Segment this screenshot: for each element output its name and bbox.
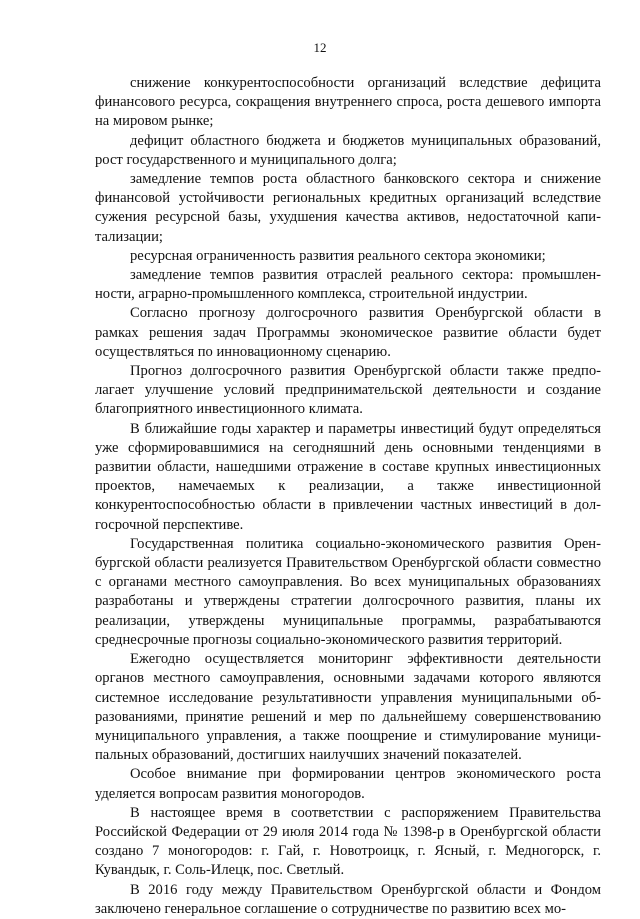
paragraph: Государственная политика социально-экономического развития Оренбургской области реализуется Правительством Оренбургской области совместно с органами местного самоуправления. Во всех муниципальных образованиях разработаны и утверждены стратегии долгосрочного развития, планы их реализации, утверждены муниципальные программы, разрабатываются среднесрочные прогнозы социально-экономического развития территорий. (95, 535, 601, 648)
paragraph: Ежегодно осуществляется мониторинг эффективности деятельности органов местного самоуправления, основными задачами которого являются системное исследование результативности управления муниципальными образованиями, принятие решений и мер по дальнейшему совершенствованию муниципального управления, а также поощрение и стимулирование муниципальных образований, достигших наилучших значений показателей. (95, 651, 601, 764)
paragraph: дефицит областного бюджета и бюджетов муниципальных образований, рост государственного и муниципального долга; (95, 132, 601, 168)
paragraph: Прогноз долгосрочного развития Оренбургской области также предполагает улучшение условий предпринимательской деятельности и создание благоприятного инвестиционного климата. (95, 363, 601, 418)
paragraph: В настоящее время в соответствии с распоряжением Правительства Российской Федерации от 29 июля 2014 года № 1398-р в Оренбургской области создано 7 моногородов: г. Гай, г. Новотроицк, г. Ясный, г. Медногорск, г. Кувандык, г. Соль-Илецк, пос. Светлый. (95, 804, 601, 879)
paragraph: замедление темпов роста областного банковского сектора и снижение финансовой устойчивости региональных кредитных организаций вследствие сужения ресурсной базы, ухудшения качества активов, недостаточной капитализации; (95, 171, 601, 245)
paragraph: В ближайшие годы характер и параметры инвестиций будут определяться уже сформировавшимися на сегодняшний день основными тенденциями в развитии области, нашедшими отражение в составе крупных инвестиционных проектов, намечаемых к реализации, а также инвестиционной конкурентоспособностью области в привлечении частных инвестиций в долгосрочной перспективе. (95, 420, 601, 533)
paragraph: Особое внимание при формировании центров экономического роста уделяется вопросам развития моногородов. (95, 766, 601, 802)
paragraph: ресурсная ограниченность развития реального сектора экономики; (130, 247, 546, 264)
paragraph: замедление темпов развития отраслей реального сектора: промышленности, аграрно-промышленного комплекса, строительной индустрии. (95, 267, 601, 303)
paragraph: снижение конкурентоспособности организаций вследствие дефицита финансового ресурса, сокращения внутреннего спроса, роста дешевого импорта на мировом рынке; (95, 75, 601, 130)
document-body (95, 74, 601, 919)
paragraph: В 2016 году между Правительством Оренбургской области и Фондом заключено генеральное соглашение о сотрудничестве по развитию всех мо- (95, 881, 601, 917)
page-number: 12 (313, 40, 327, 55)
paragraph: Согласно прогнозу долгосрочного развития Оренбургской области в рамках решения задач Программы экономическое развитие области будет осуществляться по инновационному сценарию. (95, 305, 601, 360)
